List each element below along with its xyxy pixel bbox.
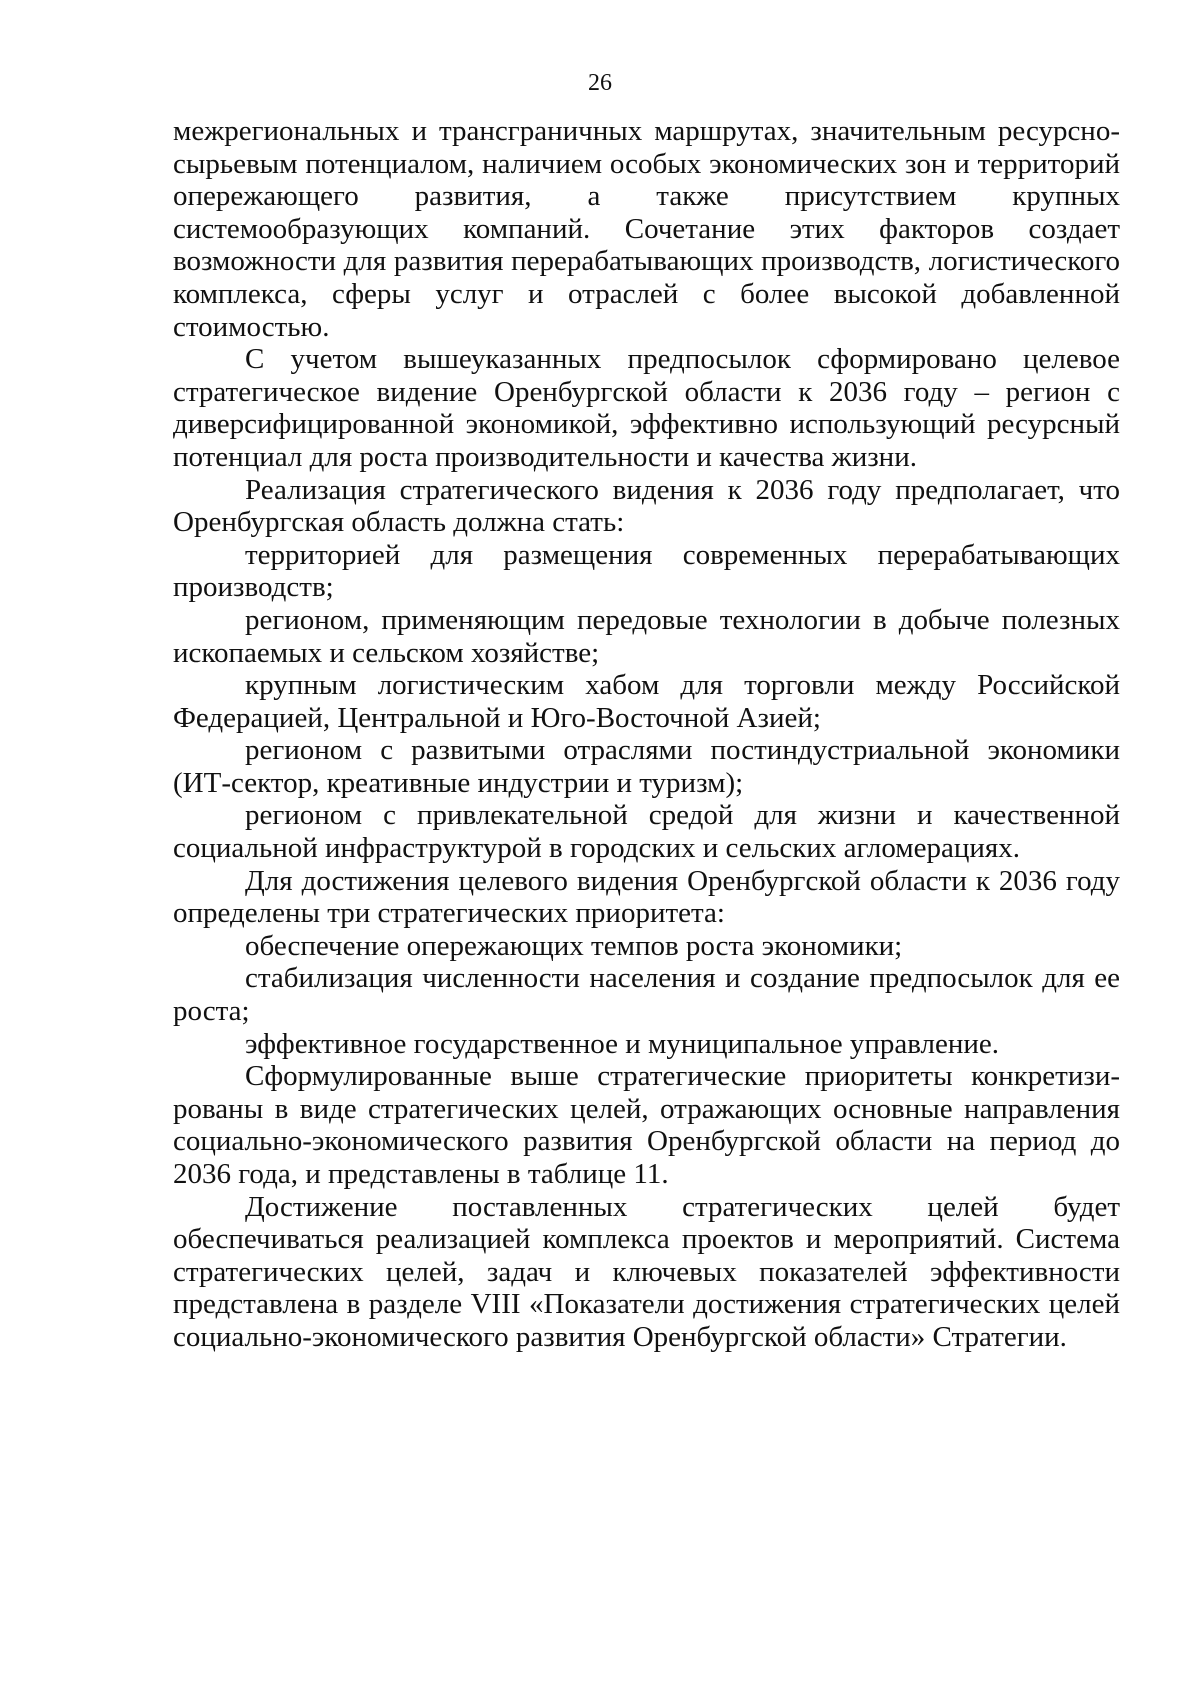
list-item-postindustrial: регионом с развитыми отраслями постиндустриальной экономики (ИТ-сектор, креативные индустрии и туризм);	[173, 734, 1120, 799]
paragraph-goal-achievement: Достижение поставленных стратегических целей будет обеспечиваться реализацией комплекса проектов и мероприятий. Система стратегических целей, задач и ключевых показателей эффективности представлена в разделе VIII «Показатели достижения стратегических целей социально-экономического развития Оренбургской области» Стратегии.	[173, 1190, 1120, 1353]
paragraph-strategic-vision: С учетом вышеуказанных предпосылок сформировано целевое стратегическое видение Оренбургской области к 2036 году – регион с диверсифицированной экономикой, эффективно использующий ресурсный потенциал для роста производительности и качества жизни.	[173, 343, 1120, 473]
document-body	[173, 115, 1120, 1354]
list-item-processing: территорией для размещения современных перерабатывающих производств;	[173, 538, 1120, 604]
paragraph-priorities-intro: Для достижения целевого видения Оренбургской области к 2036 году определены три стратегических приоритета:	[173, 864, 1120, 930]
paragraph-vision-realization: Реализация стратегического видения к 2036 году предполагает, что Оренбургская область должна стать:	[173, 473, 1120, 539]
paragraph-strategic-goals: Сформулированные выше стратегические приоритеты конкретизи-рованы в виде стратегических целей, отражающих основные направления социально-экономического развития Оренбургской области на период до 2036 года, и представлены в таблице 11.	[173, 1060, 1120, 1190]
paragraph-continuation: межрегиональных и трансграничных маршрутах, значительным ресурсно-сырьевым потенциалом, наличием особых экономических зон и территорий опережающего развития, а также присутствием крупных системообразующих компаний. Сочетание этих факторов создает возможности для развития перерабатывающих производств, логистического комплекса, сферы услуг и отраслей с более высокой добавленной стоимостью.	[173, 115, 1120, 343]
page-number: 26	[588, 70, 612, 96]
list-item-logistics: крупным логистическим хабом для торговли между Российской Федерацией, Центральной и Юго-Восточной Азией;	[173, 669, 1120, 734]
priority-item-economy: обеспечение опережающих темпов роста экономики;	[245, 929, 903, 962]
list-item-technologies: регионом, применяющим передовые технологии в добыче полезных ископаемых и сельском хозяйстве;	[173, 603, 1120, 669]
priority-item-governance: эффективное государственное и муниципальное управление.	[245, 1027, 1000, 1060]
list-item-living-environment: регионом с привлекательной средой для жизни и качественной социальной инфраструктурой в городских и сельских агломерациях.	[173, 799, 1120, 865]
priority-item-population: стабилизация численности населения и создание предпосылок для ее роста;	[173, 962, 1120, 1028]
